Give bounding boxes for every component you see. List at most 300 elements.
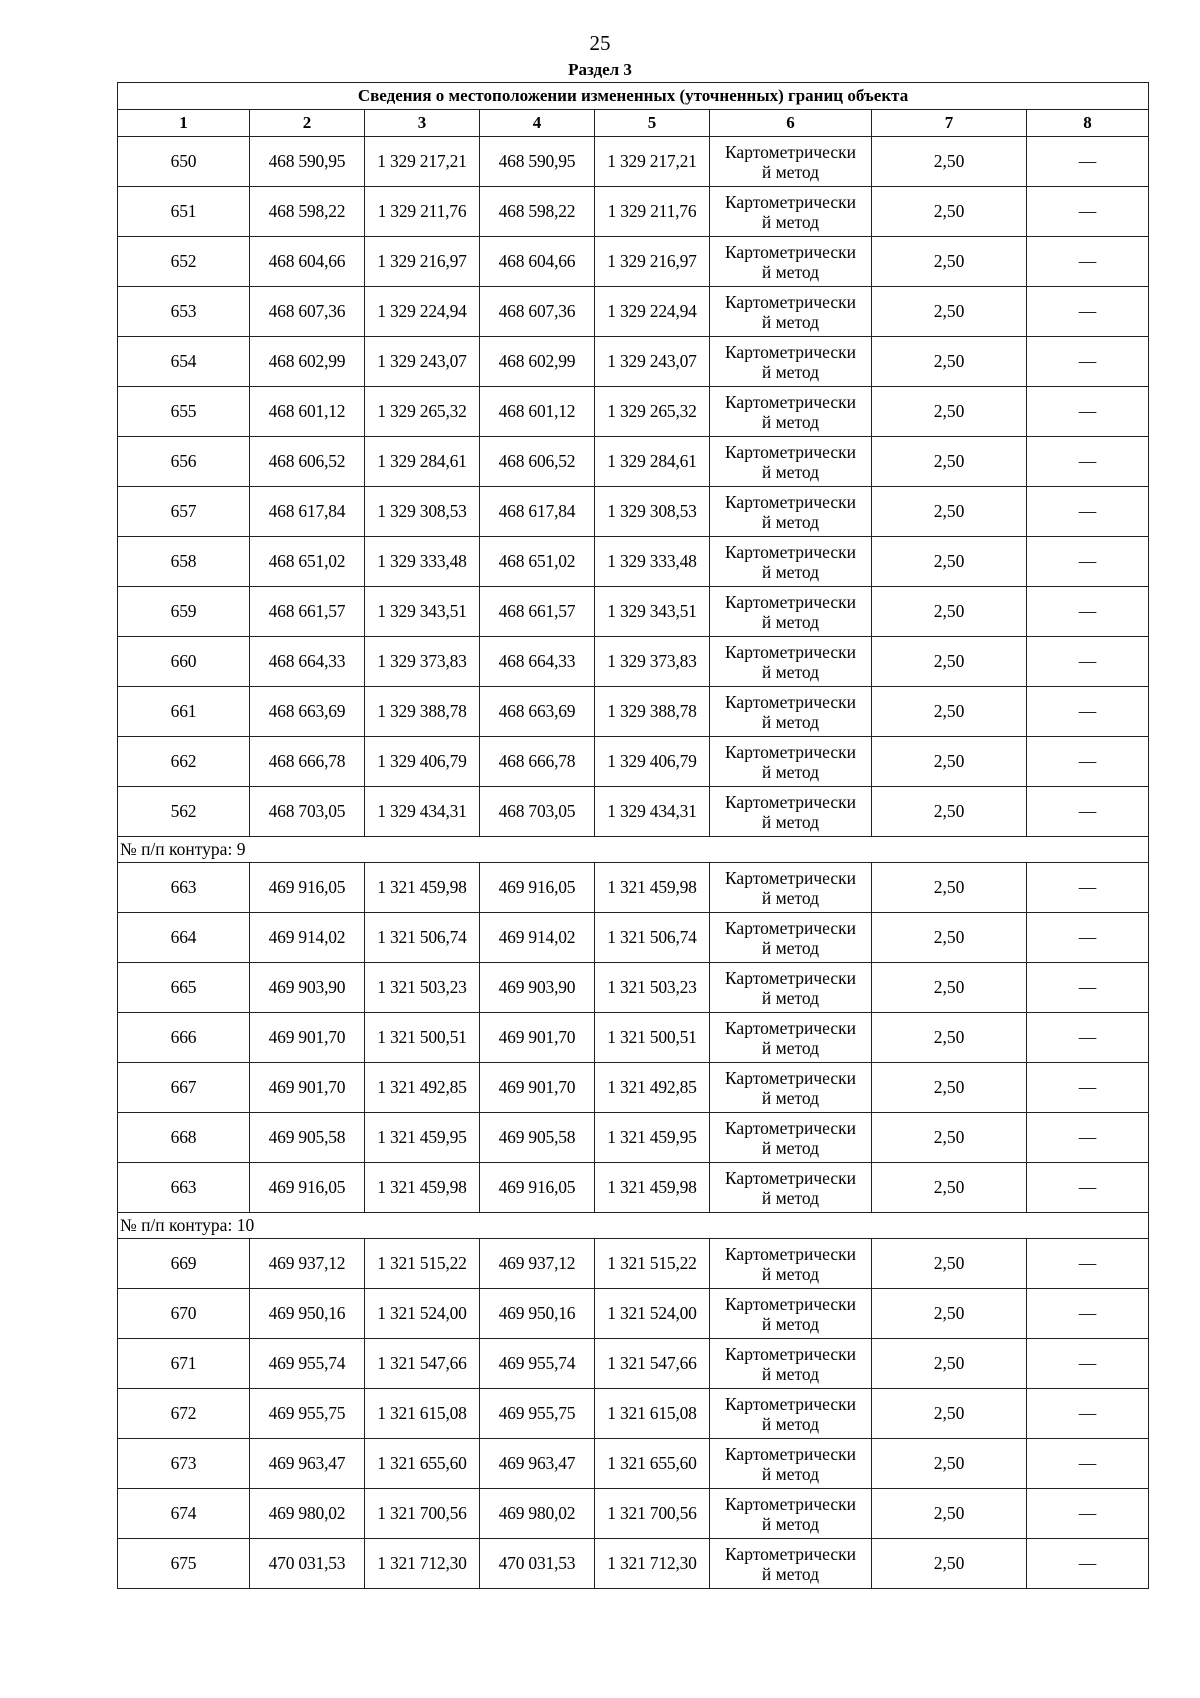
y-old-cell: 1 321 506,74 — [365, 913, 480, 963]
precision-cell: 2,50 — [872, 637, 1027, 687]
x-new-cell: 469 916,05 — [480, 1163, 595, 1213]
description-cell: — — [1027, 287, 1149, 337]
table-row — [118, 1439, 1149, 1489]
table-row — [118, 1013, 1149, 1063]
table-row — [118, 1163, 1149, 1213]
y-old-cell: 1 321 500,51 — [365, 1013, 480, 1063]
y-new-cell: 1 329 308,53 — [595, 487, 710, 537]
description-cell: — — [1027, 1013, 1149, 1063]
y-old-cell: 1 321 712,30 — [365, 1539, 480, 1589]
point-number-cell: 671 — [118, 1339, 250, 1389]
table-row — [118, 1289, 1149, 1339]
y-old-cell: 1 321 503,23 — [365, 963, 480, 1013]
y-new-cell: 1 321 547,66 — [595, 1339, 710, 1389]
table-row — [118, 1239, 1149, 1289]
y-old-cell: 1 321 615,08 — [365, 1389, 480, 1439]
point-number-cell: 667 — [118, 1063, 250, 1113]
x-new-cell: 469 955,74 — [480, 1339, 595, 1389]
table-row — [118, 187, 1149, 237]
y-old-cell: 1 321 547,66 — [365, 1339, 480, 1389]
method-cell — [710, 587, 872, 637]
y-new-cell: 1 329 343,51 — [595, 587, 710, 637]
method-line-1: Картометрически — [724, 291, 857, 312]
table-row — [118, 1389, 1149, 1439]
y-old-cell: 1 329 343,51 — [365, 587, 480, 637]
precision-cell: 2,50 — [872, 1289, 1027, 1339]
x-new-cell: 468 590,95 — [480, 137, 595, 187]
method-line-1: Картометрически — [724, 591, 857, 612]
method-line-1: Картометрически — [724, 791, 857, 812]
method-line-1: Картометрически — [724, 341, 857, 362]
x-new-cell: 468 703,05 — [480, 787, 595, 837]
method-line-2: й метод — [761, 1513, 820, 1534]
precision-cell: 2,50 — [872, 963, 1027, 1013]
description-cell: — — [1027, 1163, 1149, 1213]
y-old-cell: 1 329 243,07 — [365, 337, 480, 387]
method-line-1: Картометрически — [724, 867, 857, 888]
method-line-1: Картометрически — [724, 191, 857, 212]
precision-cell: 2,50 — [872, 1439, 1027, 1489]
description-cell: — — [1027, 687, 1149, 737]
precision-cell: 2,50 — [872, 1239, 1027, 1289]
x-new-cell: 470 031,53 — [480, 1539, 595, 1589]
x-old-cell: 468 598,22 — [250, 187, 365, 237]
y-new-cell: 1 321 500,51 — [595, 1013, 710, 1063]
description-cell: — — [1027, 1239, 1149, 1289]
description-cell: — — [1027, 1539, 1149, 1589]
precision-cell: 2,50 — [872, 1339, 1027, 1389]
method-cell — [710, 863, 872, 913]
method-line-2: й метод — [761, 1137, 820, 1158]
method-cell — [710, 137, 872, 187]
y-old-cell: 1 329 308,53 — [365, 487, 480, 537]
x-old-cell: 469 901,70 — [250, 1013, 365, 1063]
method-cell — [710, 537, 872, 587]
method-line-1: Картометрически — [724, 541, 857, 562]
point-number-cell: 660 — [118, 637, 250, 687]
method-cell — [710, 1339, 872, 1389]
table-row — [118, 737, 1149, 787]
y-old-cell: 1 329 211,76 — [365, 187, 480, 237]
precision-cell: 2,50 — [872, 1539, 1027, 1589]
point-number-cell: 665 — [118, 963, 250, 1013]
x-new-cell: 469 963,47 — [480, 1439, 595, 1489]
x-new-cell: 468 602,99 — [480, 337, 595, 387]
method-line-1: Картометрически — [724, 1067, 857, 1088]
method-cell — [710, 1239, 872, 1289]
y-new-cell: 1 329 243,07 — [595, 337, 710, 387]
method-line-1: Картометрически — [724, 1443, 857, 1464]
method-line-2: й метод — [761, 937, 820, 958]
x-old-cell: 469 916,05 — [250, 1163, 365, 1213]
precision-cell: 2,50 — [872, 287, 1027, 337]
contour-header-row — [118, 837, 1149, 863]
x-new-cell: 469 905,58 — [480, 1113, 595, 1163]
precision-cell: 2,50 — [872, 913, 1027, 963]
table-caption-row — [118, 83, 1149, 110]
x-old-cell: 468 601,12 — [250, 387, 365, 437]
precision-cell: 2,50 — [872, 487, 1027, 537]
method-cell — [710, 963, 872, 1013]
column-number: 4 — [480, 110, 595, 137]
method-line-2: й метод — [761, 1463, 820, 1484]
y-old-cell: 1 329 434,31 — [365, 787, 480, 837]
method-cell — [710, 287, 872, 337]
description-cell: — — [1027, 587, 1149, 637]
description-cell: — — [1027, 1489, 1149, 1539]
method-line-1: Картометрически — [724, 741, 857, 762]
point-number-cell: 650 — [118, 137, 250, 187]
method-line-2: й метод — [761, 811, 820, 832]
x-new-cell: 469 955,75 — [480, 1389, 595, 1439]
x-new-cell: 469 916,05 — [480, 863, 595, 913]
contour-header-row — [118, 1213, 1149, 1239]
y-old-cell: 1 329 406,79 — [365, 737, 480, 787]
y-old-cell: 1 321 524,00 — [365, 1289, 480, 1339]
description-cell: — — [1027, 863, 1149, 913]
x-old-cell: 469 950,16 — [250, 1289, 365, 1339]
y-new-cell: 1 321 515,22 — [595, 1239, 710, 1289]
y-old-cell: 1 329 265,32 — [365, 387, 480, 437]
precision-cell: 2,50 — [872, 787, 1027, 837]
precision-cell: 2,50 — [872, 863, 1027, 913]
column-number: 1 — [118, 110, 250, 137]
x-old-cell: 468 602,99 — [250, 337, 365, 387]
table-row — [118, 637, 1149, 687]
table-row — [118, 1489, 1149, 1539]
method-cell — [710, 1539, 872, 1589]
description-cell: — — [1027, 963, 1149, 1013]
point-number-cell: 674 — [118, 1489, 250, 1539]
column-number-row — [118, 110, 1149, 137]
method-cell — [710, 237, 872, 287]
point-number-cell: 658 — [118, 537, 250, 587]
method-line-1: Картометрически — [724, 391, 857, 412]
precision-cell: 2,50 — [872, 1113, 1027, 1163]
y-new-cell: 1 321 700,56 — [595, 1489, 710, 1539]
method-line-2: й метод — [761, 211, 820, 232]
method-line-2: й метод — [761, 511, 820, 532]
method-line-1: Картометрически — [724, 1117, 857, 1138]
precision-cell: 2,50 — [872, 1013, 1027, 1063]
method-line-1: Картометрически — [724, 1243, 857, 1264]
precision-cell: 2,50 — [872, 587, 1027, 637]
y-new-cell: 1 321 492,85 — [595, 1063, 710, 1113]
y-new-cell: 1 329 217,21 — [595, 137, 710, 187]
method-cell — [710, 1389, 872, 1439]
x-old-cell: 469 980,02 — [250, 1489, 365, 1539]
method-line-1: Картометрически — [724, 1017, 857, 1038]
method-line-2: й метод — [761, 1187, 820, 1208]
x-old-cell: 469 901,70 — [250, 1063, 365, 1113]
method-line-2: й метод — [761, 711, 820, 732]
method-cell — [710, 387, 872, 437]
table-row — [118, 1113, 1149, 1163]
x-new-cell: 469 980,02 — [480, 1489, 595, 1539]
point-number-cell: 661 — [118, 687, 250, 737]
x-old-cell: 468 604,66 — [250, 237, 365, 287]
method-cell — [710, 687, 872, 737]
method-line-2: й метод — [761, 1413, 820, 1434]
method-cell — [710, 1113, 872, 1163]
x-new-cell: 468 604,66 — [480, 237, 595, 287]
table-row — [118, 487, 1149, 537]
y-old-cell: 1 321 655,60 — [365, 1439, 480, 1489]
x-new-cell: 468 666,78 — [480, 737, 595, 787]
y-new-cell: 1 321 524,00 — [595, 1289, 710, 1339]
y-new-cell: 1 321 459,98 — [595, 863, 710, 913]
method-cell — [710, 1439, 872, 1489]
y-new-cell: 1 329 224,94 — [595, 287, 710, 337]
method-line-1: Картометрически — [724, 141, 857, 162]
x-old-cell: 469 963,47 — [250, 1439, 365, 1489]
x-old-cell: 468 607,36 — [250, 287, 365, 337]
method-line-2: й метод — [761, 161, 820, 182]
table-body — [118, 137, 1149, 1589]
column-number: 7 — [872, 110, 1027, 137]
precision-cell: 2,50 — [872, 237, 1027, 287]
y-old-cell: 1 321 459,98 — [365, 863, 480, 913]
description-cell: — — [1027, 737, 1149, 787]
table-caption: Сведения о местоположении измененных (уточненных) границ объекта — [118, 83, 1149, 110]
x-old-cell: 468 651,02 — [250, 537, 365, 587]
method-line-2: й метод — [761, 1313, 820, 1334]
point-number-cell: 664 — [118, 913, 250, 963]
method-line-2: й метод — [761, 1037, 820, 1058]
point-number-cell: 652 — [118, 237, 250, 287]
table-row — [118, 587, 1149, 637]
y-new-cell: 1 329 284,61 — [595, 437, 710, 487]
method-line-2: й метод — [761, 1363, 820, 1384]
point-number-cell: 651 — [118, 187, 250, 237]
x-new-cell: 468 617,84 — [480, 487, 595, 537]
method-line-1: Картометрически — [724, 917, 857, 938]
boundary-coordinates-table — [117, 82, 1149, 1589]
y-new-cell: 1 321 459,98 — [595, 1163, 710, 1213]
y-old-cell: 1 329 284,61 — [365, 437, 480, 487]
description-cell: — — [1027, 913, 1149, 963]
method-line-2: й метод — [761, 261, 820, 282]
precision-cell: 2,50 — [872, 337, 1027, 387]
x-old-cell: 469 916,05 — [250, 863, 365, 913]
point-number-cell: 663 — [118, 1163, 250, 1213]
y-old-cell: 1 321 459,98 — [365, 1163, 480, 1213]
x-old-cell: 468 666,78 — [250, 737, 365, 787]
method-line-2: й метод — [761, 661, 820, 682]
x-old-cell: 468 664,33 — [250, 637, 365, 687]
contour-label: № п/п контура: 9 — [118, 837, 1149, 863]
method-line-2: й метод — [761, 611, 820, 632]
y-old-cell: 1 321 515,22 — [365, 1239, 480, 1289]
method-line-2: й метод — [761, 461, 820, 482]
table-row — [118, 863, 1149, 913]
method-line-1: Картометрически — [724, 967, 857, 988]
point-number-cell: 666 — [118, 1013, 250, 1063]
method-cell — [710, 1489, 872, 1539]
description-cell: — — [1027, 487, 1149, 537]
method-line-2: й метод — [761, 561, 820, 582]
method-cell — [710, 1063, 872, 1113]
point-number-cell: 653 — [118, 287, 250, 337]
method-line-1: Картометрически — [724, 641, 857, 662]
column-number: 3 — [365, 110, 480, 137]
x-old-cell: 470 031,53 — [250, 1539, 365, 1589]
method-line-2: й метод — [761, 411, 820, 432]
table-row — [118, 287, 1149, 337]
table-row — [118, 1063, 1149, 1113]
y-new-cell: 1 321 712,30 — [595, 1539, 710, 1589]
column-number: 2 — [250, 110, 365, 137]
method-cell — [710, 1163, 872, 1213]
point-number-cell: 655 — [118, 387, 250, 437]
description-cell: — — [1027, 237, 1149, 287]
x-old-cell: 469 955,75 — [250, 1389, 365, 1439]
description-cell: — — [1027, 1063, 1149, 1113]
description-cell: — — [1027, 387, 1149, 437]
x-new-cell: 468 664,33 — [480, 637, 595, 687]
x-old-cell: 468 661,57 — [250, 587, 365, 637]
x-old-cell: 468 617,84 — [250, 487, 365, 537]
x-new-cell: 469 914,02 — [480, 913, 595, 963]
y-new-cell: 1 329 265,32 — [595, 387, 710, 437]
table-row — [118, 687, 1149, 737]
x-new-cell: 468 661,57 — [480, 587, 595, 637]
precision-cell: 2,50 — [872, 1163, 1027, 1213]
point-number-cell: 662 — [118, 737, 250, 787]
point-number-cell: 562 — [118, 787, 250, 837]
x-new-cell: 469 950,16 — [480, 1289, 595, 1339]
contour-label: № п/п контура: 10 — [118, 1213, 1149, 1239]
point-number-cell: 672 — [118, 1389, 250, 1439]
method-cell — [710, 187, 872, 237]
y-old-cell: 1 329 333,48 — [365, 537, 480, 587]
precision-cell: 2,50 — [872, 737, 1027, 787]
y-old-cell: 1 329 224,94 — [365, 287, 480, 337]
method-line-2: й метод — [761, 1263, 820, 1284]
y-old-cell: 1 329 388,78 — [365, 687, 480, 737]
description-cell: — — [1027, 187, 1149, 237]
table-row — [118, 537, 1149, 587]
y-old-cell: 1 329 216,97 — [365, 237, 480, 287]
x-new-cell: 468 606,52 — [480, 437, 595, 487]
x-new-cell: 468 651,02 — [480, 537, 595, 587]
table-row — [118, 437, 1149, 487]
precision-cell: 2,50 — [872, 137, 1027, 187]
method-line-2: й метод — [761, 1087, 820, 1108]
x-old-cell: 469 914,02 — [250, 913, 365, 963]
point-number-cell: 654 — [118, 337, 250, 387]
table-row — [118, 1339, 1149, 1389]
point-number-cell: 663 — [118, 863, 250, 913]
y-new-cell: 1 329 406,79 — [595, 737, 710, 787]
method-line-2: й метод — [761, 887, 820, 908]
method-cell — [710, 913, 872, 963]
y-new-cell: 1 329 373,83 — [595, 637, 710, 687]
description-cell: — — [1027, 637, 1149, 687]
point-number-cell: 657 — [118, 487, 250, 537]
x-new-cell: 468 598,22 — [480, 187, 595, 237]
point-number-cell: 659 — [118, 587, 250, 637]
x-new-cell: 468 601,12 — [480, 387, 595, 437]
point-number-cell: 668 — [118, 1113, 250, 1163]
x-old-cell: 469 937,12 — [250, 1239, 365, 1289]
description-cell: — — [1027, 787, 1149, 837]
description-cell: — — [1027, 1389, 1149, 1439]
column-number: 5 — [595, 110, 710, 137]
y-old-cell: 1 321 700,56 — [365, 1489, 480, 1539]
point-number-cell: 656 — [118, 437, 250, 487]
y-new-cell: 1 329 333,48 — [595, 537, 710, 587]
x-new-cell: 469 901,70 — [480, 1063, 595, 1113]
x-new-cell: 468 663,69 — [480, 687, 595, 737]
method-line-2: й метод — [761, 1563, 820, 1584]
method-cell — [710, 1013, 872, 1063]
precision-cell: 2,50 — [872, 537, 1027, 587]
description-cell: — — [1027, 1113, 1149, 1163]
point-number-cell: 669 — [118, 1239, 250, 1289]
point-number-cell: 673 — [118, 1439, 250, 1489]
method-line-1: Картометрически — [724, 1493, 857, 1514]
y-old-cell: 1 329 217,21 — [365, 137, 480, 187]
method-line-1: Картометрически — [724, 691, 857, 712]
precision-cell: 2,50 — [872, 437, 1027, 487]
x-new-cell: 469 937,12 — [480, 1239, 595, 1289]
column-number: 6 — [710, 110, 872, 137]
point-number-cell: 670 — [118, 1289, 250, 1339]
description-cell: — — [1027, 1439, 1149, 1489]
y-old-cell: 1 321 492,85 — [365, 1063, 480, 1113]
x-new-cell: 468 607,36 — [480, 287, 595, 337]
y-new-cell: 1 329 216,97 — [595, 237, 710, 287]
method-line-2: й метод — [761, 761, 820, 782]
y-new-cell: 1 329 388,78 — [595, 687, 710, 737]
method-line-1: Картометрически — [724, 1543, 857, 1564]
precision-cell: 2,50 — [872, 687, 1027, 737]
table-row — [118, 387, 1149, 437]
precision-cell: 2,50 — [872, 1389, 1027, 1439]
method-line-1: Картометрически — [724, 1343, 857, 1364]
precision-cell: 2,50 — [872, 1489, 1027, 1539]
method-cell — [710, 1289, 872, 1339]
y-new-cell: 1 321 503,23 — [595, 963, 710, 1013]
section-title: Раздел 3 — [568, 60, 632, 79]
x-old-cell: 468 703,05 — [250, 787, 365, 837]
method-line-1: Картометрически — [724, 1293, 857, 1314]
x-old-cell: 469 905,58 — [250, 1113, 365, 1163]
method-line-1: Картометрически — [724, 441, 857, 462]
y-old-cell: 1 329 373,83 — [365, 637, 480, 687]
y-old-cell: 1 321 459,95 — [365, 1113, 480, 1163]
y-new-cell: 1 321 506,74 — [595, 913, 710, 963]
column-number: 8 — [1027, 110, 1149, 137]
precision-cell: 2,50 — [872, 187, 1027, 237]
x-old-cell: 469 955,74 — [250, 1339, 365, 1389]
description-cell: — — [1027, 437, 1149, 487]
x-old-cell: 468 606,52 — [250, 437, 365, 487]
y-new-cell: 1 321 655,60 — [595, 1439, 710, 1489]
method-cell — [710, 637, 872, 687]
method-line-2: й метод — [761, 311, 820, 332]
method-cell — [710, 337, 872, 387]
method-line-1: Картометрически — [724, 241, 857, 262]
precision-cell: 2,50 — [872, 1063, 1027, 1113]
x-old-cell: 469 903,90 — [250, 963, 365, 1013]
method-cell — [710, 437, 872, 487]
table-row — [118, 137, 1149, 187]
method-line-1: Картометрически — [724, 491, 857, 512]
table-row — [118, 963, 1149, 1013]
table-row — [118, 237, 1149, 287]
